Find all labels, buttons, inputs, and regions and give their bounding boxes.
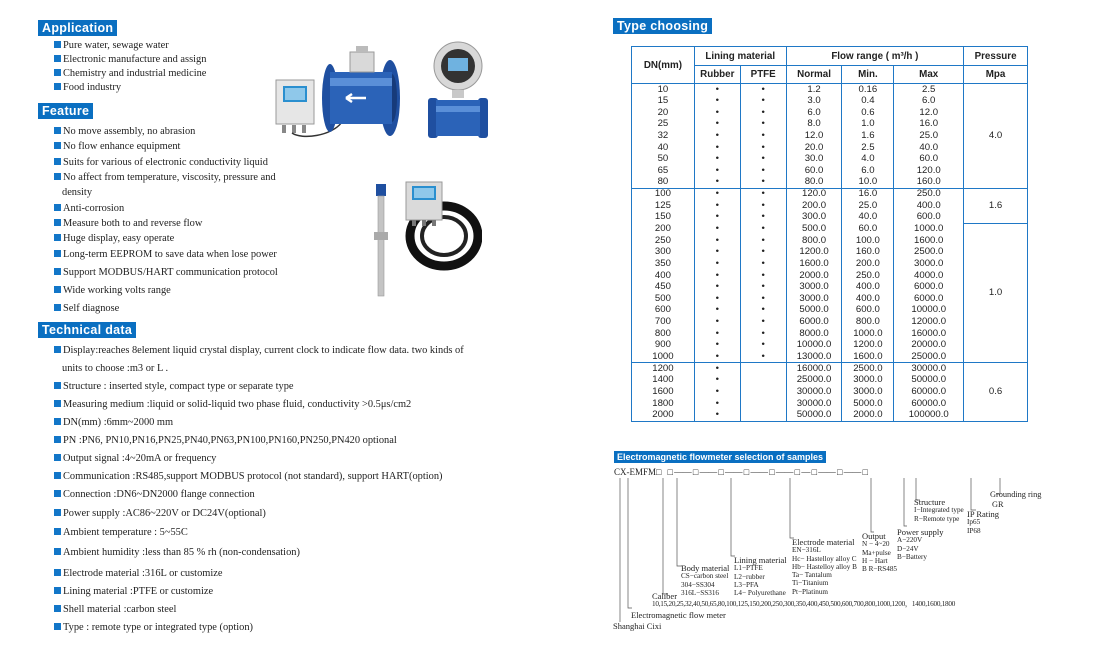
ptfe-header: PTFE <box>740 66 786 84</box>
normal-cell: 80.0 <box>786 177 842 189</box>
normal-cell: 3000.0 <box>786 281 842 293</box>
rubber-cell: • <box>694 363 740 375</box>
ptfe-cell: • <box>740 281 786 293</box>
min-cell: 0.16 <box>842 84 894 96</box>
list-item: Measure both to and reverse flow <box>54 217 202 230</box>
max-cell: 60000.0 <box>894 386 964 398</box>
normal-cell: 30.0 <box>786 153 842 165</box>
dn-cell: 150 <box>632 212 695 224</box>
max-cell: 25000.0 <box>894 351 964 363</box>
rubber-cell: • <box>694 200 740 212</box>
max-cell: 1600.0 <box>894 235 964 247</box>
max-cell: 6.0 <box>894 95 964 107</box>
caliber-option: Caliber 10,15,20,25,32,40,50,65,80,100,125,150,200,250,300,350,400,450,500,600,700,800,1000,1200，1400,1600,1800 <box>652 591 956 609</box>
dn-cell: 600 <box>632 305 695 317</box>
rubber-cell: • <box>694 177 740 189</box>
min-cell: 1000.0 <box>842 328 894 340</box>
normal-cell: 6000.0 <box>786 316 842 328</box>
technical-header: Technical data <box>38 322 136 338</box>
min-cell: 250.0 <box>842 270 894 282</box>
min-cell: 400.0 <box>842 281 894 293</box>
power-option: Power supply A−220V D−24V B−Battery <box>897 527 944 561</box>
dn-cell: 20 <box>632 107 695 119</box>
max-cell: 25.0 <box>894 130 964 142</box>
flow-header: Flow range ( m³/h ) <box>786 47 964 66</box>
normal-cell: 30000.0 <box>786 386 842 398</box>
rubber-cell: • <box>694 107 740 119</box>
normal-cell: 8.0 <box>786 118 842 130</box>
normal-cell: 16000.0 <box>786 363 842 375</box>
dn-cell: 125 <box>632 200 695 212</box>
list-item: Electrode material :316L or customize <box>54 567 222 580</box>
ptfe-cell: • <box>740 223 786 235</box>
list-item: Support MODBUS/HART communication protocol <box>54 266 278 279</box>
max-cell: 6000.0 <box>894 293 964 305</box>
dn-header: DN(mm) <box>632 47 695 84</box>
rubber-cell: • <box>694 153 740 165</box>
min-header: Min. <box>842 66 894 84</box>
rubber-cell: • <box>694 258 740 270</box>
rubber-cell: • <box>694 328 740 340</box>
maker-label: Shanghai Cixi <box>613 621 662 631</box>
ptfe-cell: • <box>740 293 786 305</box>
max-cell: 12.0 <box>894 107 964 119</box>
ptfe-cell: • <box>740 107 786 119</box>
rubber-cell: • <box>694 212 740 224</box>
min-cell: 1600.0 <box>842 351 894 363</box>
list-item-continuation: units to choose :m3 or L . <box>62 363 169 374</box>
ptfe-cell: • <box>740 351 786 363</box>
max-cell: 40.0 <box>894 142 964 154</box>
dn-cell: 800 <box>632 328 695 340</box>
list-item: Pure water, sewage water <box>54 39 169 52</box>
dn-cell: 10 <box>632 84 695 96</box>
normal-cell: 1600.0 <box>786 258 842 270</box>
ip-rating-option: IP Rating Ip65 IP68 <box>967 509 1000 535</box>
list-item: No flow enhance equipment <box>54 140 180 153</box>
normal-cell: 20.0 <box>786 142 842 154</box>
selection-header: Electromagnetic flowmeter selection of samples <box>614 451 826 463</box>
dn-cell: 450 <box>632 281 695 293</box>
list-item: Lining material :PTFE or customize <box>54 585 213 598</box>
list-item: DN(mm) :6mm~2000 mm <box>54 416 173 429</box>
mpa-header: Mpa <box>964 66 1028 84</box>
dn-cell: 100 <box>632 188 695 200</box>
ptfe-cell: • <box>740 258 786 270</box>
dn-cell: 1000 <box>632 351 695 363</box>
list-item: Structure : inserted style, compact type or separate type <box>54 380 294 393</box>
normal-cell: 6.0 <box>786 107 842 119</box>
normal-cell: 3000.0 <box>786 293 842 305</box>
rubber-cell: • <box>694 188 740 200</box>
dn-cell: 32 <box>632 130 695 142</box>
lining-option: Lining material L1−PTFE L2−rubber L3−PFA L4− Polyurethane <box>734 555 787 598</box>
list-item: Food industry <box>54 81 121 94</box>
dn-cell: 65 <box>632 165 695 177</box>
ptfe-cell: • <box>740 188 786 200</box>
min-cell: 600.0 <box>842 305 894 317</box>
list-item: No affect from temperature, viscosity, pressure and <box>54 171 276 184</box>
min-cell: 25.0 <box>842 200 894 212</box>
dn-cell: 1600 <box>632 386 695 398</box>
min-cell: 2.5 <box>842 142 894 154</box>
dn-cell: 1400 <box>632 375 695 387</box>
rubber-header: Rubber <box>694 66 740 84</box>
min-cell: 5000.0 <box>842 398 894 410</box>
normal-cell: 2000.0 <box>786 270 842 282</box>
ptfe-cell: • <box>740 340 786 352</box>
min-cell: 0.6 <box>842 107 894 119</box>
list-item: Measuring medium :liquid or solid-liquid two phase fluid, conductivity >0.5μs/cm2 <box>54 398 411 411</box>
list-item: Shell material :carbon steel <box>54 603 176 616</box>
lining-header: Lining material <box>694 47 786 66</box>
normal-cell: 12.0 <box>786 130 842 142</box>
max-cell: 20000.0 <box>894 340 964 352</box>
feature-header: Feature <box>38 103 93 119</box>
list-item: No move assembly, no abrasion <box>54 125 195 138</box>
max-header: Max <box>894 66 964 84</box>
list-item: Huge display, easy operate <box>54 232 174 245</box>
ptfe-cell: • <box>740 95 786 107</box>
ptfe-cell: • <box>740 305 786 317</box>
list-item: Communication :RS485,support MODBUS protocol (not standard), support HART(option) <box>54 470 442 483</box>
output-option: Output N − 4~20 Ma+pulse H − Hart B R−RS485 <box>862 531 898 574</box>
list-item: Connection :DN6~DN2000 flange connection <box>54 488 255 501</box>
pressure-cell: 4.0 <box>964 84 1028 189</box>
normal-cell: 30000.0 <box>786 398 842 410</box>
ptfe-cell: • <box>740 130 786 142</box>
type-choosing-header: Type choosing <box>613 18 712 34</box>
normal-cell: 1.2 <box>786 84 842 96</box>
list-item: Output signal :4~20mA or frequency <box>54 452 216 465</box>
pressure-cell: 1.0 <box>964 223 1028 363</box>
dn-cell: 700 <box>632 316 695 328</box>
rubber-cell: • <box>694 130 740 142</box>
dn-cell: 1800 <box>632 398 695 410</box>
list-item: Self diagnose <box>54 302 119 315</box>
dn-cell: 350 <box>632 258 695 270</box>
normal-cell: 120.0 <box>786 188 842 200</box>
min-cell: 800.0 <box>842 316 894 328</box>
pressure-header: Pressure <box>964 47 1028 66</box>
max-cell: 60000.0 <box>894 398 964 410</box>
list-item: Long-term EEPROM to save data when lose power <box>54 248 277 261</box>
ptfe-cell: • <box>740 328 786 340</box>
rubber-cell: • <box>694 223 740 235</box>
rubber-cell: • <box>694 293 740 305</box>
min-cell: 1.6 <box>842 130 894 142</box>
normal-header: Normal <box>786 66 842 84</box>
normal-cell: 8000.0 <box>786 328 842 340</box>
ptfe-cell: • <box>740 84 786 96</box>
list-item: Ambient temperature : 5~55C <box>54 526 188 539</box>
normal-cell: 3.0 <box>786 95 842 107</box>
dn-cell: 400 <box>632 270 695 282</box>
min-cell: 400.0 <box>842 293 894 305</box>
list-item: Electronic manufacture and assign <box>54 53 206 66</box>
rubber-cell: • <box>694 386 740 398</box>
min-cell: 100.0 <box>842 235 894 247</box>
min-cell: 2500.0 <box>842 363 894 375</box>
min-cell: 10.0 <box>842 177 894 189</box>
rubber-cell: • <box>694 398 740 410</box>
grounding-option: Grounding ring GR <box>990 490 1042 509</box>
electrode-option: Electrode material EN−316L Hc− Hastelloy alloy C Hb− Hastelloy alloy B Ta− Tantalum Ti−Titanium Pt−Platinum <box>792 537 857 596</box>
normal-cell: 5000.0 <box>786 305 842 317</box>
rubber-cell: • <box>694 316 740 328</box>
normal-cell: 10000.0 <box>786 340 842 352</box>
dn-cell: 300 <box>632 246 695 258</box>
max-cell: 16000.0 <box>894 328 964 340</box>
list-item: Power supply :AC86~220V or DC24V(optional) <box>54 507 266 520</box>
dn-cell: 50 <box>632 153 695 165</box>
ptfe-cell: • <box>740 153 786 165</box>
rubber-cell: • <box>694 305 740 317</box>
dn-cell: 200 <box>632 223 695 235</box>
min-cell: 1200.0 <box>842 340 894 352</box>
ptfe-cell: • <box>740 200 786 212</box>
max-cell: 10000.0 <box>894 305 964 317</box>
rubber-cell: • <box>694 375 740 387</box>
rubber-cell: • <box>694 235 740 247</box>
min-cell: 40.0 <box>842 212 894 224</box>
list-item: Ambient humidity :less than 85 % rh (non-condensation) <box>54 546 300 559</box>
dn-cell: 1200 <box>632 363 695 375</box>
min-cell: 16.0 <box>842 188 894 200</box>
pressure-cell: 1.6 <box>964 188 1028 223</box>
min-cell: 3000.0 <box>842 375 894 387</box>
max-cell: 600.0 <box>894 212 964 224</box>
min-cell: 160.0 <box>842 246 894 258</box>
min-cell: 3000.0 <box>842 386 894 398</box>
max-cell: 30000.0 <box>894 363 964 375</box>
normal-cell: 1200.0 <box>786 246 842 258</box>
body-option: Body material CS−carbon steel 304−SS304 316L−SS316 <box>681 563 730 597</box>
rubber-cell: • <box>694 95 740 107</box>
normal-cell: 13000.0 <box>786 351 842 363</box>
max-cell: 16.0 <box>894 118 964 130</box>
ptfe-cell: • <box>740 316 786 328</box>
dn-cell: 25 <box>632 118 695 130</box>
ptfe-cell: • <box>740 235 786 247</box>
min-cell: 1.0 <box>842 118 894 130</box>
ptfe-cell: • <box>740 165 786 177</box>
list-item: Chemistry and industrial medicine <box>54 67 206 80</box>
ptfe-cell: • <box>740 118 786 130</box>
list-item-continuation: density <box>62 187 93 198</box>
max-cell: 50000.0 <box>894 375 964 387</box>
ptfe-cell: • <box>740 142 786 154</box>
dn-cell: 900 <box>632 340 695 352</box>
min-cell: 0.4 <box>842 95 894 107</box>
ptfe-cell: • <box>740 177 786 189</box>
min-cell: 2000.0 <box>842 409 894 421</box>
rubber-cell: • <box>694 340 740 352</box>
ptfe-cell: • <box>740 270 786 282</box>
emf-label: Electromagnetic flow meter <box>631 610 726 620</box>
dn-cell: 15 <box>632 95 695 107</box>
rubber-cell: • <box>694 142 740 154</box>
rubber-cell: • <box>694 118 740 130</box>
max-cell: 2.5 <box>894 84 964 96</box>
list-item: PN :PN6, PN10,PN16,PN25,PN40,PN63,PN100,PN160,PN250,PN420 optional <box>54 434 397 447</box>
max-cell: 2500.0 <box>894 246 964 258</box>
max-cell: 160.0 <box>894 177 964 189</box>
normal-cell: 50000.0 <box>786 409 842 421</box>
ptfe-cell: • <box>740 246 786 258</box>
normal-cell: 800.0 <box>786 235 842 247</box>
list-item: Anti-corrosion <box>54 202 124 215</box>
normal-cell: 300.0 <box>786 212 842 224</box>
rubber-cell: • <box>694 409 740 421</box>
rubber-cell: • <box>694 270 740 282</box>
rubber-cell: • <box>694 246 740 258</box>
dn-cell: 2000 <box>632 409 695 421</box>
rubber-cell: • <box>694 281 740 293</box>
dn-cell: 250 <box>632 235 695 247</box>
max-cell: 6000.0 <box>894 281 964 293</box>
max-cell: 250.0 <box>894 188 964 200</box>
normal-cell: 200.0 <box>786 200 842 212</box>
pressure-cell: 0.6 <box>964 363 1028 421</box>
rubber-cell: • <box>694 84 740 96</box>
rubber-cell: • <box>694 165 740 177</box>
dn-cell: 80 <box>632 177 695 189</box>
max-cell: 400.0 <box>894 200 964 212</box>
min-cell: 4.0 <box>842 153 894 165</box>
structure-option: Structure I−Integrated type R−Remote type <box>914 497 964 523</box>
max-cell: 1000.0 <box>894 223 964 235</box>
rubber-cell: • <box>694 351 740 363</box>
list-item: Wide working volts range <box>54 284 171 297</box>
list-item: Display:reaches 8element liquid crystal display, current clock to indicate flow data. two kinds of <box>54 344 464 357</box>
dn-cell: 40 <box>632 142 695 154</box>
application-header: Application <box>38 20 117 36</box>
model-code: CX-EMFM□ □ —— □ —— □ —— □ —— □ —— □ — □ —— □ —— □ <box>614 467 868 477</box>
max-cell: 100000.0 <box>894 409 964 421</box>
list-item: Suits for various of electronic conductivity liquid <box>54 156 268 169</box>
normal-cell: 60.0 <box>786 165 842 177</box>
min-cell: 60.0 <box>842 223 894 235</box>
normal-cell: 500.0 <box>786 223 842 235</box>
max-cell: 4000.0 <box>894 270 964 282</box>
min-cell: 200.0 <box>842 258 894 270</box>
ptfe-cell: • <box>740 212 786 224</box>
max-cell: 120.0 <box>894 165 964 177</box>
dn-cell: 500 <box>632 293 695 305</box>
min-cell: 6.0 <box>842 165 894 177</box>
max-cell: 3000.0 <box>894 258 964 270</box>
max-cell: 60.0 <box>894 153 964 165</box>
max-cell: 12000.0 <box>894 316 964 328</box>
normal-cell: 25000.0 <box>786 375 842 387</box>
list-item: Type : remote type or integrated type (option) <box>54 621 253 634</box>
